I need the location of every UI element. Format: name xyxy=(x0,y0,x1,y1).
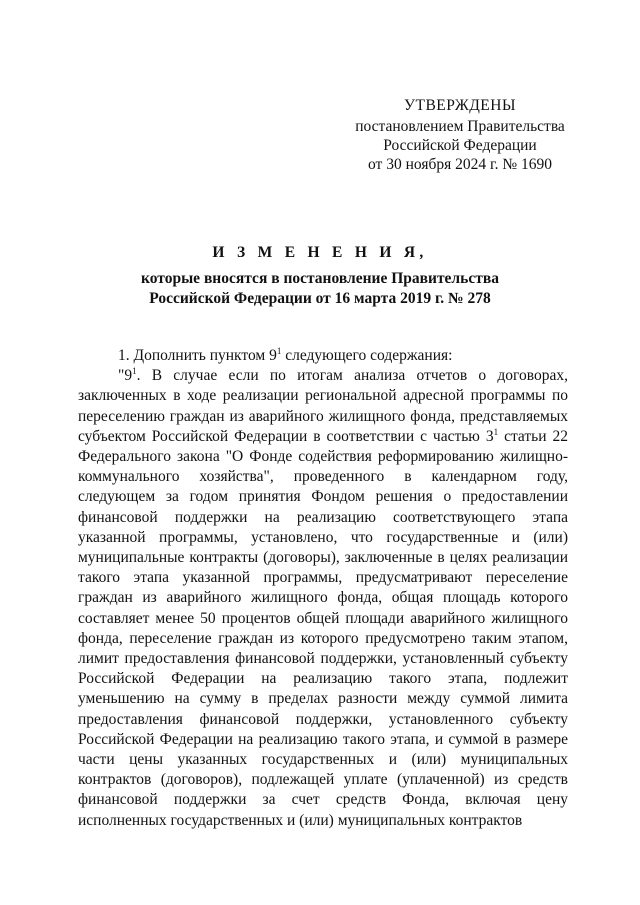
item-1-text: 1. Дополнить пунктом 9 xyxy=(118,347,277,364)
heading-title: И З М Е Н Е Н И Я, xyxy=(212,244,428,261)
document-heading xyxy=(70,243,570,309)
approval-title: УТВЕРЖДЕНЫ xyxy=(404,97,516,114)
approval-line-2: Российской Федерации xyxy=(383,137,537,154)
approval-block xyxy=(340,96,580,174)
quote-superscript-2: 1 xyxy=(493,426,499,437)
heading-subtitle xyxy=(70,269,570,309)
item-1-paragraph xyxy=(78,346,568,366)
item-1-superscript: 1 xyxy=(276,346,282,356)
item-1-text-end: следующего содержания: xyxy=(281,347,453,364)
heading-subtitle-line-2: Российской Федерации от 16 марта 2019 г. № 278 xyxy=(149,290,491,307)
quote-superscript: 1 xyxy=(132,366,137,377)
body-text xyxy=(78,346,568,831)
approval-line-1: постановлением Правительства xyxy=(355,118,565,135)
quote-text-part-1: . В случае если по итогам анализа отчетов о договорах, заключенных в ходе реализации региональной адресной программы по переселению граждан из аварийного жилищного фонда, представляемых субъектом Российской Федерации в соответствии с частью 3 xyxy=(78,367,568,445)
quote-paragraph xyxy=(78,366,568,831)
heading-subtitle-line-1: которые вносятся в постановление Правительства xyxy=(141,270,499,287)
approval-line-3: от 30 ноября 2024 г. № 1690 xyxy=(368,156,552,173)
quote-prefix: "9 xyxy=(118,367,133,385)
quote-text-part-2: статьи 22 Федерального закона "О Фонде содействия реформированию жилищно-коммунального хозяйства", проведенного в календарном году, следующем за годом принятия Фондом решения о предоставлении финансовой поддержки на реализацию соответствующего этапа указанной программы, установлено, что государственные и (или) муниципальные контракты (договоры), заключенные в целях реализации такого этапа указанной программы, предусматривают переселение граждан из аварийного жилищного фонда, общая площадь которого составляет менее 50 процентов общей площади аварийного жилищного фонда, переселение граждан из которого предусмотрено таким этапом, лимит предоставления финансовой поддержки, установленный субъекту Российской Федерации на реализацию такого этапа, подлежит уменьшению на сумму в пределах разности между суммой лимита предоставления финансовой поддержки, установленного субъекту Российской Федерации на реализацию такого этапа, и суммой в размере части цены указанных государственных и (или) муниципальных контрактов (договоров), подлежащей уплате (уплаченной) из средств финансовой поддержки за счет средств Фонда, включая цену исполненных государственных и (или) муниципальных контрактов xyxy=(78,427,568,829)
